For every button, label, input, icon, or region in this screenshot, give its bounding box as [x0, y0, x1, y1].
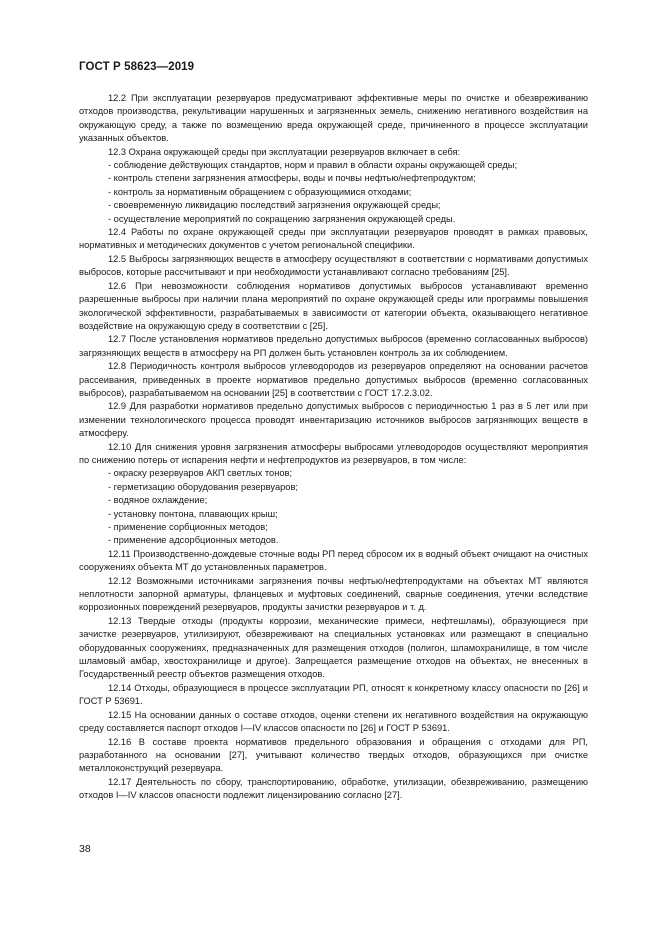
paragraph-12-9: 12.9 Для разработки нормативов предельно допустимых выбросов с периодичностью 1 раз в 5 лет или при изменении технологического процесса проводят инвентаризацию источников выбросов загрязняющих веществ в атмосферу.	[79, 401, 588, 439]
list-item: - окраску резервуаров АКП светлых тонов;	[108, 468, 293, 479]
document-header: ГОСТ Р 58623—2019	[79, 61, 195, 73]
list-item: - герметизацию оборудования резервуаров;	[108, 481, 298, 492]
paragraph-12-7: 12.7 После установления нормативов предельно допустимых выбросов (временно согласованных выбросов) загрязняющих веществ в атмосферу на РП должен быть установлен контроль за их соблюдением.	[79, 334, 588, 358]
paragraph-12-4: 12.4 Работы по охране окружающей среды при эксплуатации резервуаров проводят в рамках правовых, нормативных и методических документов с учетом региональной специфики.	[79, 227, 588, 251]
list-item: - контроль за нормативным обращением с образующимися отходами;	[108, 186, 412, 197]
list-item: - применение сорбционных методов;	[108, 522, 268, 532]
paragraph-12-11: 12.11 Производственно-дождевые сточные воды РП перед сбросом их в водный объект очищают на очистных сооружениях объекта МТ до установленных параметров.	[79, 548, 588, 573]
paragraph-12-2: 12.2 При эксплуатации резервуаров предусматривают эффективные меры по очистке и обезвреживанию отходов производства, рекультивации нарушенных и загрязненных земель, снижению негативного воздействия на окружающую среду, а также по возмещению вреда окружающей среде, причиненного в процессе эксплуатации указанных объектов.	[79, 93, 588, 144]
paragraph-12-17: 12.17 Деятельность по сбору, транспортированию, обработке, утилизации, обезвреживанию, размещению отходов I—IV классов опасности подлежит лицензированию согласно [27].	[79, 776, 588, 801]
list-item: - применение адсорбционных методов.	[108, 535, 279, 546]
paragraph-12-13: 12.13 Твердые отходы (продукты коррозии, механические примеси, нефтешламы), образующиеся при зачистке резервуаров, утилизируют, обезвреживают на специальных установках или размещают в специально оборудованных сооружениях, предназначенных для размещения отходов (полигон, шламохранилище, в том числе шламовый амбар, хвостохранилище и другое). Запрещается размещение отходов на объектах, не внесенных в Государственный реестр объектов размещения отходов.	[79, 615, 588, 680]
paragraph-12-15: 12.15 На основании данных о составе отходов, оценки степени их негативного воздействия на окружающую среду составляется паспорт отходов I—IV классов опасности по [26] и ГОСТ Р 53691.	[79, 709, 588, 734]
list-item: - установку понтона, плавающих крыш;	[108, 508, 278, 519]
paragraph-12-5: 12.5 Выбросы загрязняющих веществ в атмосферу осуществляют в соответствии с нормативами допустимых выбросов, которые рассчитывают и при необходимости устанавливают согласно требованиям [25].	[79, 253, 588, 278]
paragraph-12-14: 12.14 Отходы, образующиеся в процессе эксплуатации РП, относят к конкретному классу опасности по [26] и ГОСТ Р 53691.	[79, 682, 588, 707]
paragraph-12-16: 12.16 В составе проекта нормативов предельного образования и обращения с отходами для РП, разработанного на основании [27], учитывают количество твердых отходов, образующихся при очистке металлоконструкций резервуара.	[79, 736, 588, 774]
list-item: - соблюдение действующих стандартов, норм и правил в области охраны окружающей среды;	[108, 160, 518, 171]
list-item: - водяное охлаждение;	[108, 495, 208, 506]
list-item: - своевременную ликвидацию последствий загрязнения окружающей среды;	[108, 200, 441, 211]
document-body	[79, 92, 588, 803]
paragraph-12-8: 12.8 Периодичность контроля выбросов углеводородов из резервуаров определяют на основании расчетов рассеивания, приведенных в проекте нормативов предельно допустимых выбросов (временно согласованных выбросов), разрабатываемом на основании [25] в соответствии с ГОСТ 17.2.3.02.	[79, 361, 588, 398]
list-item: - осуществление мероприятий по сокращению загрязнения окружающей среды.	[108, 213, 456, 224]
list-item: - контроль степени загрязнения атмосферы, воды и почвы нефтью/нефтепродуктом;	[108, 173, 476, 184]
paragraph-12-12: 12.12 Возможными источниками загрязнения почвы нефтью/нефтепродуктами на объектах МТ являются неплотности запорной арматуры, фланцевых и муфтовых соединений, сварные соединения, утечки вследствие коррозионных повреждений резервуаров, продукты зачистки резервуаров и т. д.	[79, 575, 588, 613]
paragraph-12-10: 12.10 Для снижения уровня загрязнения атмосферы выбросами углеводородов осуществляют мероприятия по снижению потерь от испарения нефти и нефтепродуктов из резервуаров, в том числе:	[79, 441, 588, 465]
page-number: 38	[79, 843, 91, 855]
paragraph-12-6: 12.6 При невозможности соблюдения нормативов допустимых выбросов устанавливают временно разрешенные выбросы при наличии плана мероприятий по охране окружающей среды или программы повышения экологической эффективности, разрабатываемых в зависимости от категории объекта, оказывающего негативное воздействие на окружающую среду в соответствии с [25].	[79, 280, 588, 331]
paragraph-12-3: 12.3 Охрана окружающей среды при эксплуатации резервуаров включает в себя:	[108, 146, 461, 157]
